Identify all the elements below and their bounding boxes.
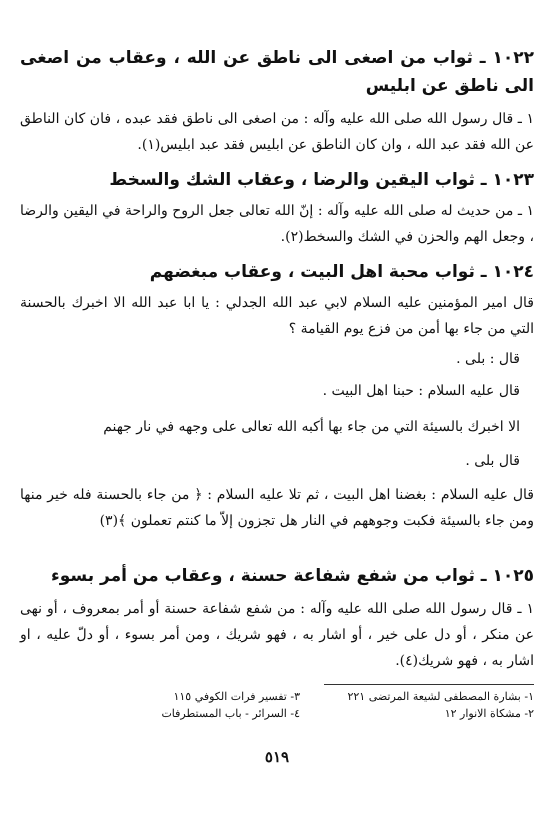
section-text-1024-reply1: قال : بلى . bbox=[456, 351, 520, 367]
footnote-2: ٢- مشكاة الانوار ١٢ bbox=[444, 707, 534, 720]
section-heading-1022: ١٠٢٢ ـ ثواب من اصغى الى ناطق عن الله ، وعقاب من اصغى الى ناطق عن ابليس bbox=[20, 48, 534, 96]
footnote-4: ٤- السرائر - باب المستطرفات bbox=[161, 707, 300, 720]
footnote-3: ٣- تفسير فرات الكوفي ١١٥ bbox=[173, 690, 300, 703]
footnotes-left-column bbox=[70, 688, 300, 722]
section-text-1024-question2: الا اخبرك بالسيئة التي من جاء بها أكبه الله تعالى على وجهه في نار جهنم bbox=[103, 419, 520, 435]
section-heading-1024: ١٠٢٤ ـ ثواب محبة اهل البيت ، وعقاب مبغضهم bbox=[149, 262, 534, 282]
section-text-1022: ١ ـ قال رسول الله صلى الله عليه وآله : من اصغى الى ناطق فقد عبده ، فان كان الناطق عن الله فقد عبد الله ، وان كان الناطق عن ابليس فقد عبد ابليس(١). bbox=[20, 111, 534, 153]
section-text-1025: ١ ـ قال رسول الله صلى الله عليه وآله : من شفع شفاعة حسنة أو أمر بمعروف ، أو نهى عن منكر ، أو دل على خير ، أو اشار به ، فهو شريك ، ومن أمر بسوء ، أو دلّ عليه ، او اشار به ، فهو شريك(٤). bbox=[20, 601, 534, 669]
section-text-1024-quran: قال عليه السلام : بغضنا اهل البيت ، ثم تلا عليه السلام : ﴿ من جاء بالحسنة فله خير منها ومن جاء بالسيئة فكبت وجوههم في النار هل تجزون إلاّ ما كنتم تعملون ﴾(٣) bbox=[20, 487, 534, 529]
section-text-1024-intro: قال امير المؤمنين عليه السلام لابي عبد الله الجدلي : يا ابا عبد الله الا اخبرك بالحسنة التي من جاء بها أمن من فزع يوم القيامة ؟ bbox=[20, 295, 534, 337]
footnotes-right-column bbox=[304, 688, 534, 722]
section-text-1023: ١ ـ من حديث له صلى الله عليه وآله : إنّ الله تعالى جعل الروح والراحة في اليقين والرضا ، وجعل الهم والحزن في الشك والسخط(٢). bbox=[20, 203, 534, 245]
footnote-rule bbox=[324, 684, 534, 685]
footnote-1: ١- بشارة المصطفى لشيعة المرتضى ٢٢١ bbox=[347, 690, 534, 703]
section-text-1024-reply3: قال بلى . bbox=[465, 453, 520, 469]
section-text-1024-reply2: قال عليه السلام : حبنا اهل البيت . bbox=[322, 383, 520, 399]
page-number: ٥١٩ bbox=[264, 748, 290, 766]
section-heading-1023: ١٠٢٣ ـ ثواب اليقين والرضا ، وعقاب الشك والسخط bbox=[109, 170, 534, 190]
section-heading-1025: ١٠٢٥ ـ ثواب من شفع شفاعة حسنة ، وعقاب من أمر بسوء bbox=[51, 566, 534, 586]
